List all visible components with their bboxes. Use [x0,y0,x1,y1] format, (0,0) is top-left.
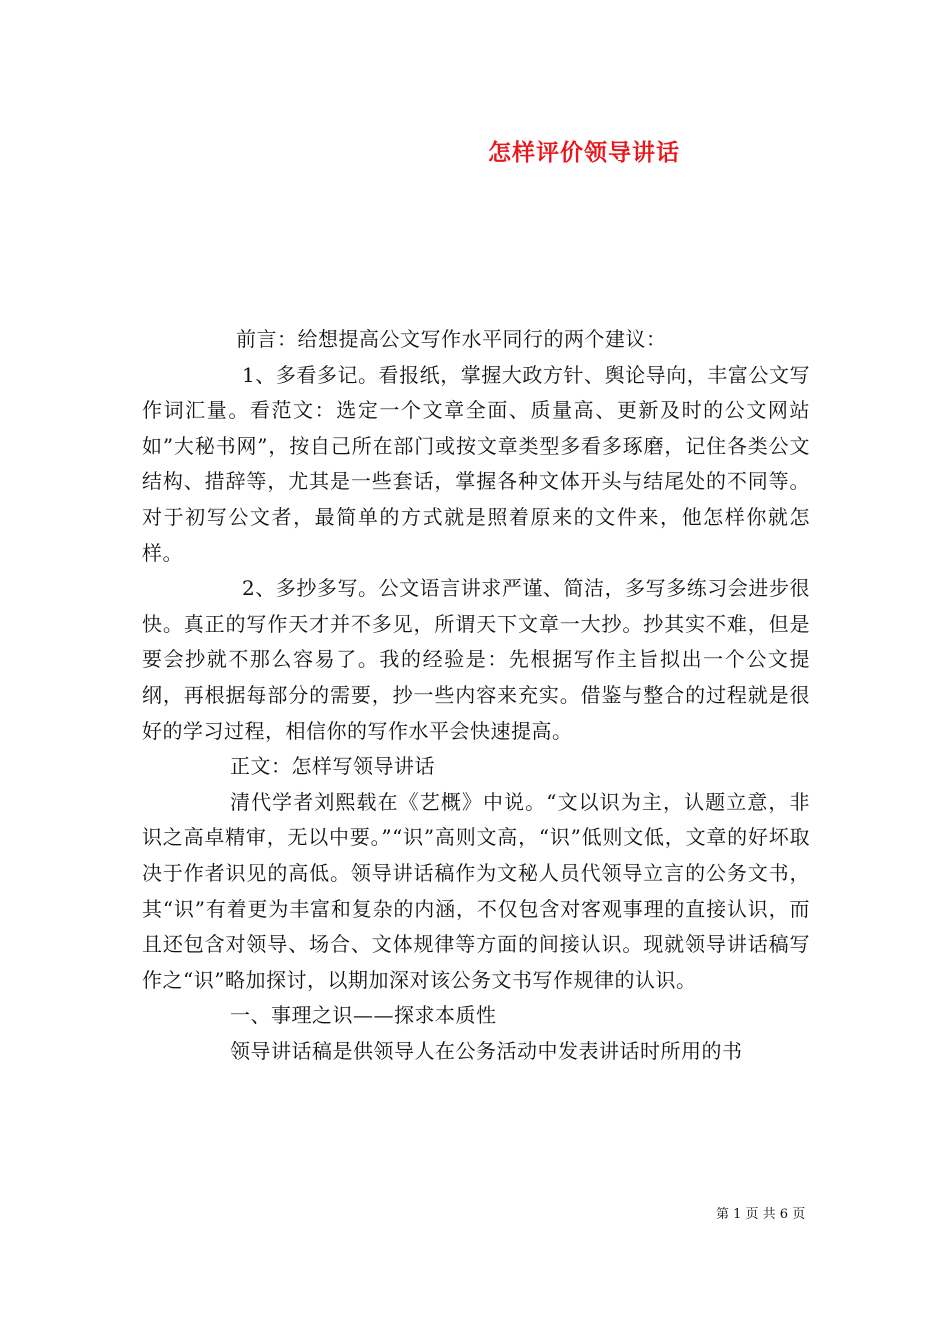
body-paragraph: 领导讲话稿是供领导人在公务活动中发表讲话时所用的书 [230,1038,743,1063]
main-text-heading: 正文：怎样写领导讲话 [230,754,435,779]
suggestion-1-paragraph: 1、多看多记。看报纸，掌握大政方针、舆论导向，丰富公文写作词汇量。看范文：选定一个文章全面、质量高、更新及时的公文网站如”大秘书网”，按自己所在部门或按文章类型多看多琢磨，记住各类公文结构、措辞等，尤其是一些套话，掌握各种文体开头与结尾处的不同等。对于初写公文者，最简单的方式就是照着原来的文件来，他怎样你就怎样。 [142,362,810,565]
body-paragraph: 清代学者刘熙载在《艺概》中说。“文以识为主，认题立意，非识之高卓精审，无以中要。”“识”高则文高，“识”低则文低，文章的好坏取决于作者识见的高低。领导讲话稿作为文秘人员代领导立言的公务文书，其“识”有着更为丰富和复杂的内涵，不仅包含对客观事理的直接认识，而且还包含对领导、场合、文体规律等方面的间接认识。现就领导讲话稿写作之“识”略加探讨，以期加深对该公务文书写作规律的认识。 [142,789,810,992]
page-number-footer: 第 1 页 共 6 页 [716,1207,806,1222]
section-heading: 一、事理之识——探求本质性 [230,1003,497,1028]
suggestion-2-paragraph: 2、多抄多写。公文语言讲求严谨、简洁，多写多练习会进步很快。真正的写作天才并不多见，所谓天下文章一大抄。抄其实不难，但是要会抄就不那么容易了。我的经验是：先根据写作主旨拟出一个公文提纲，再根据每部分的需要，抄一些内容来充实。借鉴与整合的过程就是很好的学习过程，相信你的写作水平会快速提高。 [142,576,810,743]
preface-paragraph: 前言：给想提高公文写作水平同行的两个建议： [236,327,667,351]
document-title: 怎样评价领导讲话 [488,139,680,166]
document-body [142,322,810,1069]
